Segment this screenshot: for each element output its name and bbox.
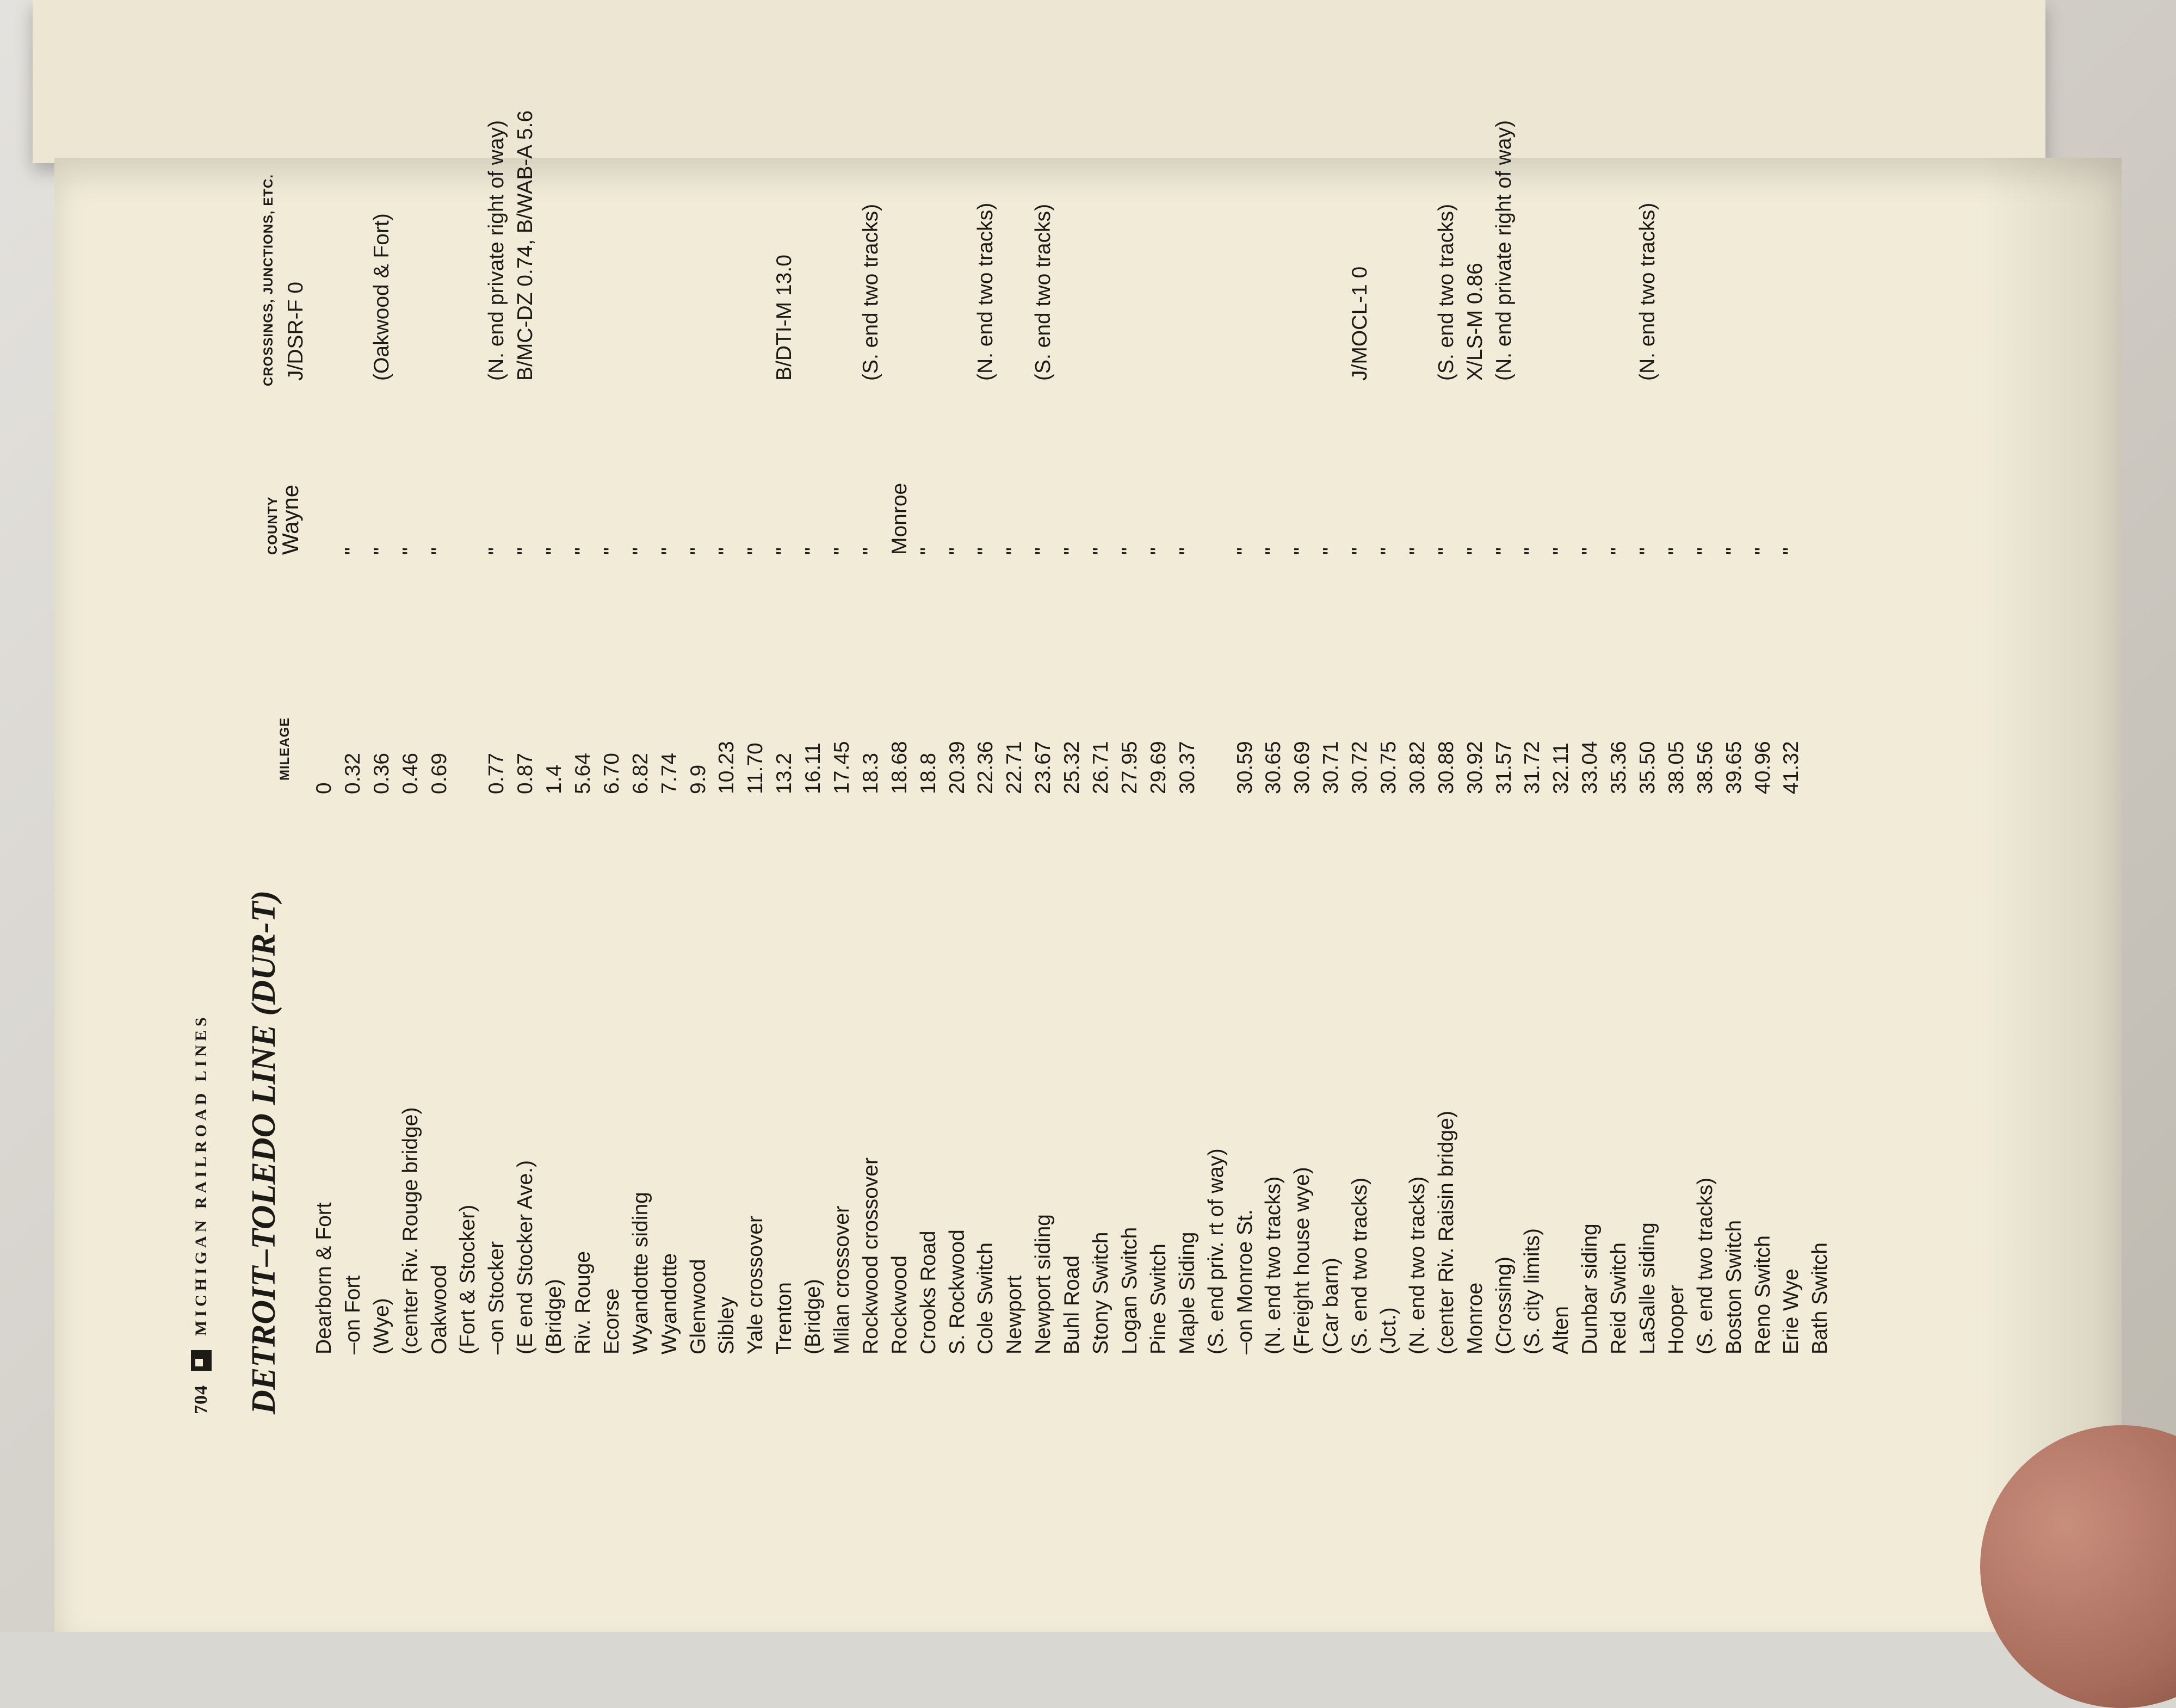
county-cell: " xyxy=(945,547,969,555)
mileage-cell: 9.9 xyxy=(686,764,710,794)
mileage-table xyxy=(310,109,1835,1414)
table-row xyxy=(684,109,713,1414)
table-row xyxy=(828,109,857,1414)
mileage-cell: 1.4 xyxy=(542,764,566,794)
mileage-cell: 27.95 xyxy=(1117,741,1141,794)
county-cell: " xyxy=(369,547,393,555)
location-cell: Glenwood xyxy=(686,1259,710,1354)
location-cell: Pine Switch xyxy=(1146,1243,1170,1354)
county-cell: " xyxy=(1607,547,1631,555)
mileage-cell: 30.75 xyxy=(1376,741,1400,794)
mileage-cell: 10.23 xyxy=(715,741,739,794)
county-cell: " xyxy=(744,547,768,555)
mileage-cell: 0 xyxy=(312,782,336,794)
table-row xyxy=(1259,109,1288,1414)
table-row xyxy=(1000,109,1029,1414)
page-number: 704 xyxy=(191,1385,211,1414)
county-cell: " xyxy=(858,547,882,555)
county-cell: " xyxy=(772,547,796,555)
county-cell: " xyxy=(1348,547,1372,555)
table-row xyxy=(1087,109,1116,1414)
table-row xyxy=(1317,109,1346,1414)
note-cell: (S. end two tracks) xyxy=(1434,203,1458,381)
table-row xyxy=(1749,109,1778,1414)
mileage-header: MILEAGE xyxy=(277,717,292,781)
table-row xyxy=(1634,109,1662,1414)
location-cell: Wyandotte siding xyxy=(628,1192,652,1354)
table-row xyxy=(627,109,656,1414)
note-cell: (N. end two tracks) xyxy=(974,202,998,381)
location-cell: (center Riv. Rouge bridge) xyxy=(398,1107,422,1354)
mileage-cell: 40.96 xyxy=(1751,741,1775,794)
table-row xyxy=(1029,109,1058,1414)
note-cell: (S. end two tracks) xyxy=(1031,203,1055,381)
location-cell: (Wye) xyxy=(369,1298,393,1354)
table-row xyxy=(310,109,339,1414)
table-row xyxy=(1547,109,1576,1414)
mileage-cell: 0.77 xyxy=(485,753,509,794)
table-row xyxy=(1346,109,1375,1414)
mileage-cell: 29.69 xyxy=(1146,741,1170,794)
county-cell: " xyxy=(1635,547,1659,555)
location-cell: LaSalle siding xyxy=(1635,1222,1659,1354)
table-row xyxy=(454,109,483,1414)
county-cell: " xyxy=(1031,547,1055,555)
table-row xyxy=(914,109,943,1414)
table-row xyxy=(770,109,799,1414)
location-cell: Crooks Road xyxy=(916,1230,940,1354)
county-cell: " xyxy=(801,547,825,555)
note-cell: (Oakwood & Fort) xyxy=(369,213,393,381)
mileage-cell: 18.8 xyxy=(916,753,940,794)
county-cell: " xyxy=(715,547,739,555)
location-cell: (Crossing) xyxy=(1492,1257,1516,1354)
table-row xyxy=(1173,109,1202,1414)
note-cell: B/DTI-M 13.0 xyxy=(772,255,796,381)
county-cell: " xyxy=(1492,547,1516,555)
location-cell: (S. end priv. rt of way) xyxy=(1204,1148,1228,1354)
table-row xyxy=(656,109,684,1414)
location-cell: Stony Switch xyxy=(1089,1232,1113,1354)
county-cell: " xyxy=(830,547,854,555)
mileage-cell: 6.82 xyxy=(628,753,652,794)
mileage-cell: 22.71 xyxy=(1003,741,1027,794)
location-cell: (Car barn) xyxy=(1319,1258,1343,1354)
mileage-cell: 6.70 xyxy=(599,753,623,794)
mileage-cell: 26.71 xyxy=(1089,741,1113,794)
location-cell: Trenton xyxy=(772,1282,796,1354)
county-cell: " xyxy=(1290,547,1314,555)
table-row xyxy=(972,109,1000,1414)
table-row xyxy=(1288,109,1317,1414)
line-title: DETROIT–TOLEDO LINE (DUR-T) xyxy=(245,890,282,1414)
first-county: Wayne xyxy=(277,484,303,555)
table-row xyxy=(569,109,598,1414)
table-row xyxy=(1806,109,1835,1414)
mileage-cell: 20.39 xyxy=(945,741,969,794)
mileage-cell: 5.64 xyxy=(571,753,595,794)
location-cell: Reno Switch xyxy=(1751,1235,1775,1354)
location-cell: (S. end two tracks) xyxy=(1693,1177,1717,1354)
mileage-cell: 30.65 xyxy=(1262,741,1285,794)
county-cell: " xyxy=(1175,547,1199,555)
county-cell: " xyxy=(1722,547,1746,555)
location-cell: (S. city limits) xyxy=(1520,1228,1544,1354)
location-cell: Ecorse xyxy=(599,1288,623,1354)
location-cell: (N. end two tracks) xyxy=(1405,1176,1429,1354)
mileage-cell: 32.11 xyxy=(1549,742,1573,794)
mileage-cell: 0.87 xyxy=(514,753,537,794)
mileage-cell: 11.70 xyxy=(744,742,768,794)
table-row xyxy=(339,109,368,1414)
location-cell: Cole Switch xyxy=(974,1242,998,1354)
mileage-cell: 30.37 xyxy=(1175,741,1199,794)
mileage-cell: 38.56 xyxy=(1693,741,1717,794)
county-cell: " xyxy=(1578,547,1602,555)
county-cell: " xyxy=(1463,547,1487,555)
county-cell: " xyxy=(1003,547,1027,555)
table-row xyxy=(598,109,627,1414)
mileage-cell: 0.46 xyxy=(398,753,422,794)
table-row xyxy=(1404,109,1432,1414)
county-cell: " xyxy=(916,547,940,555)
county-cell: " xyxy=(1319,547,1343,555)
county-cell: " xyxy=(398,547,422,555)
table-row xyxy=(799,109,828,1414)
mileage-cell: 17.45 xyxy=(830,741,854,794)
county-cell: " xyxy=(1693,547,1717,555)
mileage-cell: 41.32 xyxy=(1779,741,1803,794)
note-cell: J/MOCL-1 0 xyxy=(1348,266,1372,381)
table-row xyxy=(886,109,914,1414)
county-cell: " xyxy=(1089,547,1113,555)
location-cell: Newport xyxy=(1003,1275,1027,1354)
location-cell: (center Riv. Raisin bridge) xyxy=(1434,1111,1458,1354)
mileage-cell: 30.59 xyxy=(1233,741,1257,794)
mileage-cell: 38.05 xyxy=(1664,741,1688,794)
county-cell: " xyxy=(1664,547,1688,555)
table-row xyxy=(1720,109,1749,1414)
county-cell: " xyxy=(1376,547,1400,555)
mileage-cell: 31.72 xyxy=(1520,741,1544,794)
note-cell: B/MC-DZ 0.74, B/WAB-A 5.6 xyxy=(514,110,537,381)
county-cell: " xyxy=(1405,547,1429,555)
table-row xyxy=(1432,109,1461,1414)
county-cell: " xyxy=(1549,547,1573,555)
location-cell: Rockwood xyxy=(887,1255,911,1354)
county-cell: " xyxy=(341,547,364,555)
mileage-cell: 18.68 xyxy=(887,741,911,794)
table-row xyxy=(1461,109,1490,1414)
location-cell: Sibley xyxy=(715,1296,739,1354)
first-note: J/DSR-F 0 xyxy=(284,281,307,381)
location-cell: Dunbar siding xyxy=(1578,1223,1602,1354)
location-cell: –on Stocker xyxy=(485,1241,509,1354)
county-cell: " xyxy=(1233,547,1257,555)
county-cell: " xyxy=(542,547,566,555)
location-cell: Boston Switch xyxy=(1722,1220,1746,1354)
location-cell: Buhl Road xyxy=(1060,1255,1084,1354)
mileage-cell: 35.50 xyxy=(1635,741,1659,794)
note-cell: (N. end private right of way) xyxy=(485,120,509,381)
county-cell: " xyxy=(1520,547,1544,555)
location-cell: (N. end two tracks) xyxy=(1262,1176,1285,1354)
mileage-cell: 18.3 xyxy=(858,753,882,794)
mileage-cell: 30.69 xyxy=(1290,741,1314,794)
notes-header: CROSSINGS, JUNCTIONS, ETC. xyxy=(261,174,276,386)
location-cell: Bath Switch xyxy=(1808,1242,1832,1354)
location-cell: Yale crossover xyxy=(744,1215,768,1354)
county-cell: " xyxy=(1060,547,1084,555)
table-row xyxy=(1691,109,1720,1414)
location-cell: S. Rockwood xyxy=(945,1229,969,1354)
mileage-cell: 33.04 xyxy=(1578,741,1602,794)
table-row xyxy=(943,109,972,1414)
table-row xyxy=(540,109,569,1414)
county-cell: " xyxy=(686,547,710,555)
table-row xyxy=(1662,109,1691,1414)
running-head xyxy=(185,1013,218,1414)
county-cell: " xyxy=(1262,547,1285,555)
mileage-cell: 35.36 xyxy=(1607,741,1631,794)
table-row xyxy=(1231,109,1260,1414)
location-cell: Erie Wye xyxy=(1779,1268,1803,1354)
mileage-cell: 30.82 xyxy=(1405,741,1429,794)
book-title: MICHIGAN RAILROAD LINES xyxy=(192,1013,210,1336)
location-cell: Newport siding xyxy=(1031,1214,1055,1354)
note-cell: (N. end private right of way) xyxy=(1492,120,1516,381)
table-row xyxy=(1116,109,1145,1414)
location-cell: Milan crossover xyxy=(830,1205,854,1354)
location-cell: Monroe xyxy=(1463,1282,1487,1354)
county-cell: " xyxy=(1779,547,1803,555)
table-row xyxy=(1375,109,1404,1414)
location-cell: Rockwood crossover xyxy=(858,1158,882,1354)
mileage-cell: 16.11 xyxy=(801,742,825,794)
note-cell: (N. end two tracks) xyxy=(1635,202,1659,381)
table-row xyxy=(1777,109,1806,1414)
table-row xyxy=(1202,109,1231,1414)
mileage-cell: 0.32 xyxy=(341,753,364,794)
location-cell: (Bridge) xyxy=(542,1279,566,1354)
mileage-cell: 30.71 xyxy=(1319,741,1343,794)
note-cell: X/LS-M 0.86 xyxy=(1463,263,1487,381)
table-row xyxy=(1518,109,1547,1414)
note-cell: (S. end two tracks) xyxy=(858,203,882,381)
location-cell: (S. end two tracks) xyxy=(1348,1177,1372,1354)
county-cell: " xyxy=(571,547,595,555)
county-cell: " xyxy=(974,547,998,555)
county-cell: " xyxy=(599,547,623,555)
table-row xyxy=(713,109,741,1414)
location-cell: (E end Stocker Ave.) xyxy=(514,1160,537,1354)
table-row xyxy=(1145,109,1173,1414)
location-cell: (Bridge) xyxy=(801,1279,825,1354)
mileage-cell: 7.74 xyxy=(657,753,681,794)
table-row xyxy=(483,109,511,1414)
table-row xyxy=(1058,109,1087,1414)
table-row xyxy=(1490,109,1519,1414)
table-row xyxy=(741,109,770,1414)
location-cell: Maple Siding xyxy=(1175,1232,1199,1354)
mileage-cell: 22.36 xyxy=(974,741,998,794)
county-cell: " xyxy=(1434,547,1458,555)
county-cell: " xyxy=(628,547,652,555)
table-row xyxy=(425,109,454,1414)
county-header: COUNTY xyxy=(265,496,280,555)
location-cell: Logan Switch xyxy=(1117,1227,1141,1354)
mileage-cell: 13.2 xyxy=(772,753,796,794)
mileage-cell: 30.88 xyxy=(1434,741,1458,794)
county-cell: " xyxy=(1751,547,1775,555)
mileage-cell: 39.65 xyxy=(1722,741,1746,794)
mileage-cell: 31.57 xyxy=(1492,741,1516,794)
location-cell: –on Fort xyxy=(341,1275,364,1354)
table-row xyxy=(857,109,886,1414)
location-cell: Reid Switch xyxy=(1607,1242,1631,1354)
mileage-cell: 30.72 xyxy=(1348,741,1372,794)
page-text-block xyxy=(163,109,2122,1414)
location-cell: Dearborn & Fort xyxy=(312,1202,336,1354)
location-cell: (Fort & Stocker) xyxy=(456,1204,480,1354)
mileage-cell: 0.69 xyxy=(427,753,451,794)
county-cell: " xyxy=(485,547,509,555)
location-cell: Oakwood xyxy=(427,1265,451,1354)
mileage-cell: 25.32 xyxy=(1060,741,1084,794)
county-cell: " xyxy=(1117,547,1141,555)
table-row xyxy=(1605,109,1634,1414)
table-row xyxy=(368,109,397,1414)
county-cell: Monroe xyxy=(887,482,911,555)
county-cell: " xyxy=(427,547,451,555)
location-cell: Alten xyxy=(1549,1306,1573,1354)
location-cell: Riv. Rouge xyxy=(571,1251,595,1354)
county-cell: " xyxy=(657,547,681,555)
mileage-cell: 0.36 xyxy=(369,753,393,794)
location-cell: (Freight house wye) xyxy=(1290,1167,1314,1354)
railroad-logo-icon xyxy=(191,1350,212,1371)
table-row xyxy=(511,109,540,1414)
location-cell: Wyandotte xyxy=(657,1253,681,1354)
table-row xyxy=(397,109,425,1414)
location-cell: (Jct.) xyxy=(1376,1307,1400,1354)
county-cell: " xyxy=(514,547,537,555)
location-cell: –on Monroe St. xyxy=(1233,1209,1257,1354)
mileage-cell: 30.92 xyxy=(1463,741,1487,794)
table-row xyxy=(1576,109,1605,1414)
county-cell: " xyxy=(1146,547,1170,555)
location-cell: Hooper xyxy=(1664,1285,1688,1354)
mileage-cell: 23.67 xyxy=(1031,741,1055,794)
